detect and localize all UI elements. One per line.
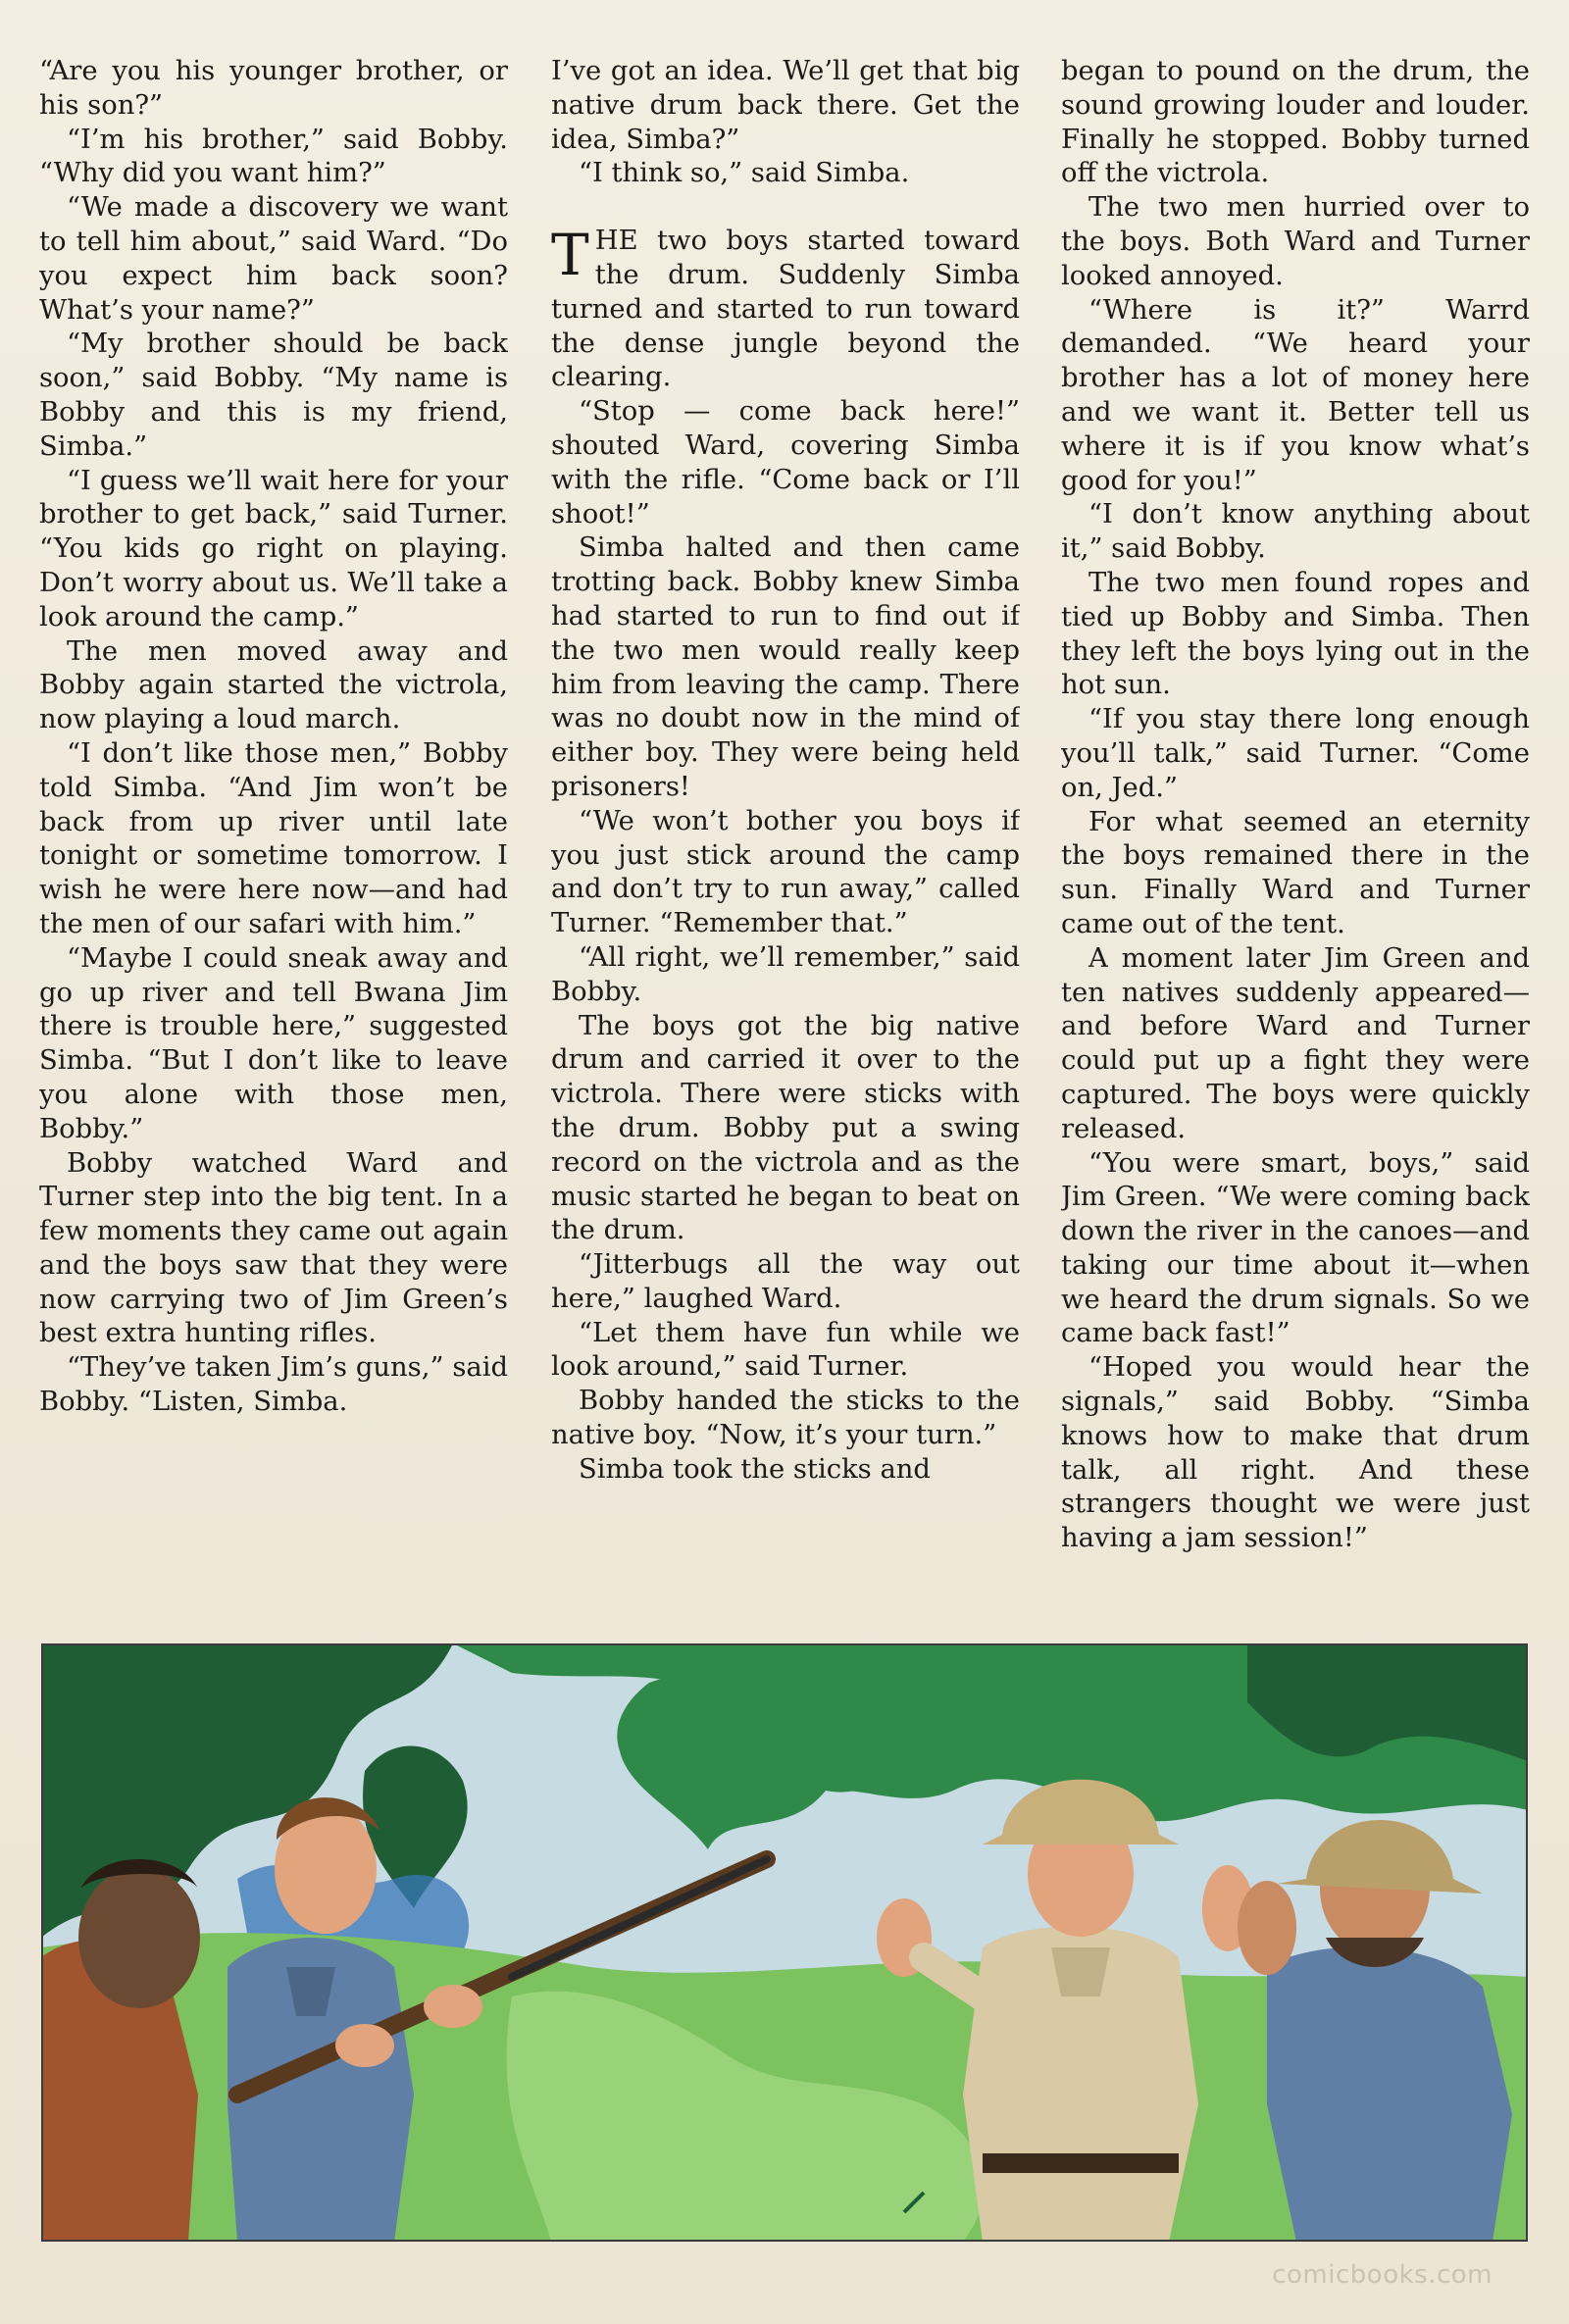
paragraph: “I think so,” said Simba. xyxy=(579,158,910,189)
paragraph: “Stop — come back here!” shouted Ward, covering Simba with the rifle. “Come back or I’ll shoot!” xyxy=(551,396,1020,530)
watermark: comicbooks.com xyxy=(1272,2260,1493,2290)
section-break xyxy=(551,191,1020,225)
paragraph: “I guess we’ll wait here for your brother to get back,” said Turner. “You kids go right on playing. Don’t worry about us. We’ll take a look around the camp.” xyxy=(39,465,508,632)
paragraph: The men moved away and Bobby again started the victrola, now playing a loud march. xyxy=(39,635,508,735)
paragraph: For what seemed an eternity the boys remained there in the sun. Finally Ward and Turner came out of the tent. xyxy=(1061,806,1530,939)
paragraph: “They’ve taken Jim’s guns,” said Bobby. “Listen, Simba. xyxy=(39,1352,508,1418)
paragraph: Simba took the sticks and xyxy=(579,1453,931,1485)
paragraph: “Where is it?” Warrd demanded. “We heard your brother has a lot of money here and we want it. Better tell us where it is if you know what’s good for you!” xyxy=(1061,294,1530,496)
text-column-1 xyxy=(39,55,508,1614)
paragraph: began to pound on the drum, the sound growing louder and louder. Finally he stopped. Bobby turned off the victrola. xyxy=(1061,56,1530,189)
story-text xyxy=(39,55,1530,1614)
paragraph: “If you stay there long enough you’ll talk,” said Turner. “Come on, Jed.” xyxy=(1061,704,1530,803)
paragraph: “I don’t know anything about it,” said Bobby. xyxy=(1061,499,1530,565)
text-column-3 xyxy=(1061,55,1530,1614)
paragraph: “We made a discovery we want to tell him about,” said Ward. “Do you expect him back soon? What’s your name?” xyxy=(39,192,508,326)
paragraph: I’ve got an idea. We’ll get that big native drum back there. Get the idea, Simba?” xyxy=(551,56,1020,155)
paragraph: “Are you his younger brother, or his son?” xyxy=(39,56,508,121)
paragraph: Simba halted and then came trotting back. Bobby knew Simba had started to run to find out if the two men would really keep him from leaving the camp. There was no doubt now in the mind of either boy. They were being held prisoners! xyxy=(551,532,1020,802)
paragraph: “Hoped you would hear the signals,” said Bobby. “Simba knows how to make that drum talk, all right. And these strangers thought we were just having a jam session!” xyxy=(1061,1352,1530,1554)
text-column-2 xyxy=(551,55,1020,1614)
illustration-art xyxy=(41,1643,1528,2242)
paragraph: “All right, we’ll remember,” said Bobby. xyxy=(551,941,1020,1007)
drop-cap-paragraph: THE two boys started toward the drum. Suddenly Simba turned and started to run toward the dense jungle beyond the clearing. xyxy=(551,222,1020,393)
paragraph: “Maybe I could sneak away and go up river and tell Bwana Jim there is trouble here,” suggested Simba. “But I don’t like to leave you alone with those men, Bobby.” xyxy=(39,942,508,1144)
paragraph: “Jitterbugs all the way out here,” laughed Ward. xyxy=(551,1249,1020,1314)
paragraph: “I’m his brother,” said Bobby. “Why did you want him?” xyxy=(39,124,508,189)
paragraph: The two men hurried over to the boys. Both Ward and Turner looked annoyed. xyxy=(1061,192,1530,291)
paragraph: “We won’t bother you boys if you just stick around the camp and don’t try to run away,” called Turner. “Remember that.” xyxy=(551,805,1020,939)
paragraph: “My brother should be back soon,” said Bobby. “My name is Bobby and this is my friend, Simba.” xyxy=(39,328,508,462)
paragraph: The boys got the big native drum and carried it over to the victrola. There were sticks with the drum. Bobby put a swing record on the victrola and as the music started he began to beat on the drum. xyxy=(551,1010,1020,1246)
paragraph: “I don’t like those men,” Bobby told Simba. “And Jim won’t be back from up river until late tonight or sometime tomorrow. I wish he were here now—and had the men of our safari with him.” xyxy=(39,737,508,939)
jungle-illustration xyxy=(41,1643,1528,2242)
paragraph: Bobby handed the sticks to the native boy. “Now, it’s your turn.” xyxy=(551,1386,1020,1451)
paragraph: Bobby watched Ward and Turner step into the big tent. In a few moments they came out again and the boys saw that they were now carrying two of Jim Green’s best extra hunting rifles. xyxy=(39,1147,508,1349)
paragraph: “You were smart, boys,” said Jim Green. “We were coming back down the river in the canoes—and taking our time about it—when we heard the drum signals. So we came back fast!” xyxy=(1061,1147,1530,1349)
paragraph: “Let them have fun while we look around,” said Turner. xyxy=(551,1317,1020,1383)
paragraph: A moment later Jim Green and ten natives suddenly appeared—and before Ward and Turner could put up a fight they were captured. The boys were quickly released. xyxy=(1061,942,1530,1144)
paragraph: The two men found ropes and tied up Bobby and Simba. Then they left the boys lying out in the hot sun. xyxy=(1061,567,1530,701)
